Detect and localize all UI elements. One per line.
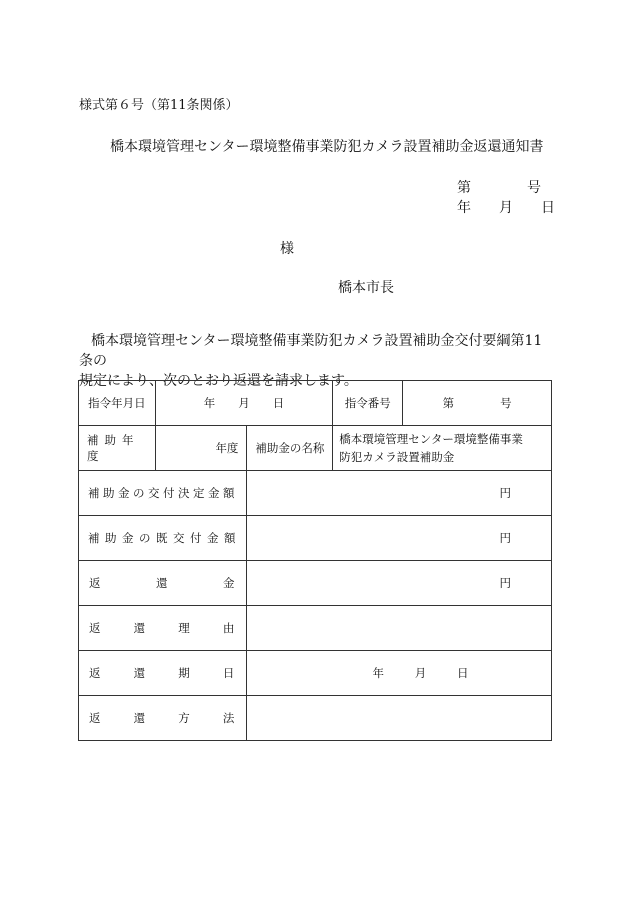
- designation-no-field[interactable]: 第 号: [403, 381, 552, 426]
- refund-deadline-char: 返: [89, 666, 101, 680]
- refund-amount-field[interactable]: 円: [247, 561, 552, 606]
- subsidy-name-line-2: 防犯カメラ設置補助金: [339, 450, 455, 464]
- fiscal-year-field[interactable]: 年度: [155, 426, 247, 471]
- refund-reason-field[interactable]: [247, 606, 552, 651]
- addressee-honorific: 様: [280, 241, 294, 257]
- refund-method-char: 還: [133, 711, 146, 725]
- designation-no-label: 指令番号: [333, 381, 403, 426]
- row-refund-reason: [79, 606, 552, 651]
- paid-amount-field[interactable]: 円: [247, 516, 552, 561]
- subsidy-name-label: 補助金の名称: [247, 426, 333, 471]
- refund-deadline-char: 還: [133, 666, 146, 680]
- refund-deadline-char: 日: [222, 666, 235, 680]
- designation-date-label: 指令年月日: [79, 381, 156, 426]
- refund-method-char: 法: [222, 711, 235, 725]
- document-title: 橋本環境管理センター環境整備事業防犯カメラ設置補助金返還通知書: [110, 139, 544, 155]
- refund-reason-char: 由: [222, 621, 235, 635]
- row-refund-amount: [79, 561, 552, 606]
- document-date-line: 年 月 日: [457, 200, 555, 216]
- refund-amount-char: 返: [89, 576, 101, 590]
- paid-amount-label: 補助金の既交付金額: [79, 516, 247, 561]
- document-number-line: 第 号: [457, 180, 541, 196]
- refund-method-field[interactable]: [247, 696, 552, 741]
- row-refund-method: [79, 696, 552, 741]
- row-designation: [79, 381, 552, 426]
- row-refund-deadline: [79, 651, 552, 696]
- refund-reason-char: 還: [133, 621, 146, 635]
- refund-reason-char: 理: [178, 621, 190, 635]
- body-line-2: 規定により、次のとおり返還を請求します。: [79, 373, 358, 389]
- designation-date-field[interactable]: 年 月 日: [155, 381, 333, 426]
- refund-amount-char: 還: [155, 576, 168, 590]
- deadline-month-char: 月: [414, 666, 427, 680]
- body-line-1: 橋本環境管理センター環境整備事業防犯カメラ設置補助金交付要綱第11条の: [79, 333, 543, 369]
- subsidy-name-line-1: 橋本環境管理センター環境整備事業: [339, 432, 523, 446]
- deadline-year-char: 年: [372, 666, 384, 680]
- row-decided-amount: [79, 471, 552, 516]
- refund-method-char: 方: [178, 711, 190, 725]
- refund-deadline-char: 期: [178, 666, 190, 680]
- deadline-day-char: 日: [456, 666, 469, 680]
- issuer-mayor: 橋本市長: [338, 280, 394, 296]
- refund-reason-label: [79, 606, 247, 651]
- subsidy-name-value: [333, 426, 552, 471]
- refund-method-label: [79, 696, 247, 741]
- refund-deadline-field[interactable]: [247, 651, 552, 696]
- row-fiscal-year: [79, 426, 552, 471]
- refund-method-char: 返: [89, 711, 101, 725]
- row-paid-amount: [79, 516, 552, 561]
- refund-amount-char: 金: [222, 576, 235, 590]
- refund-form-table: [78, 380, 552, 741]
- decided-amount-label: 補助金の交付決定金額: [79, 471, 247, 516]
- refund-deadline-label: [79, 651, 247, 696]
- refund-amount-label: [79, 561, 247, 606]
- refund-reason-char: 返: [89, 621, 101, 635]
- fiscal-year-label: 補助年度: [79, 426, 156, 471]
- form-number: 様式第６号（第11条関係）: [79, 98, 239, 113]
- decided-amount-field[interactable]: 円: [247, 471, 552, 516]
